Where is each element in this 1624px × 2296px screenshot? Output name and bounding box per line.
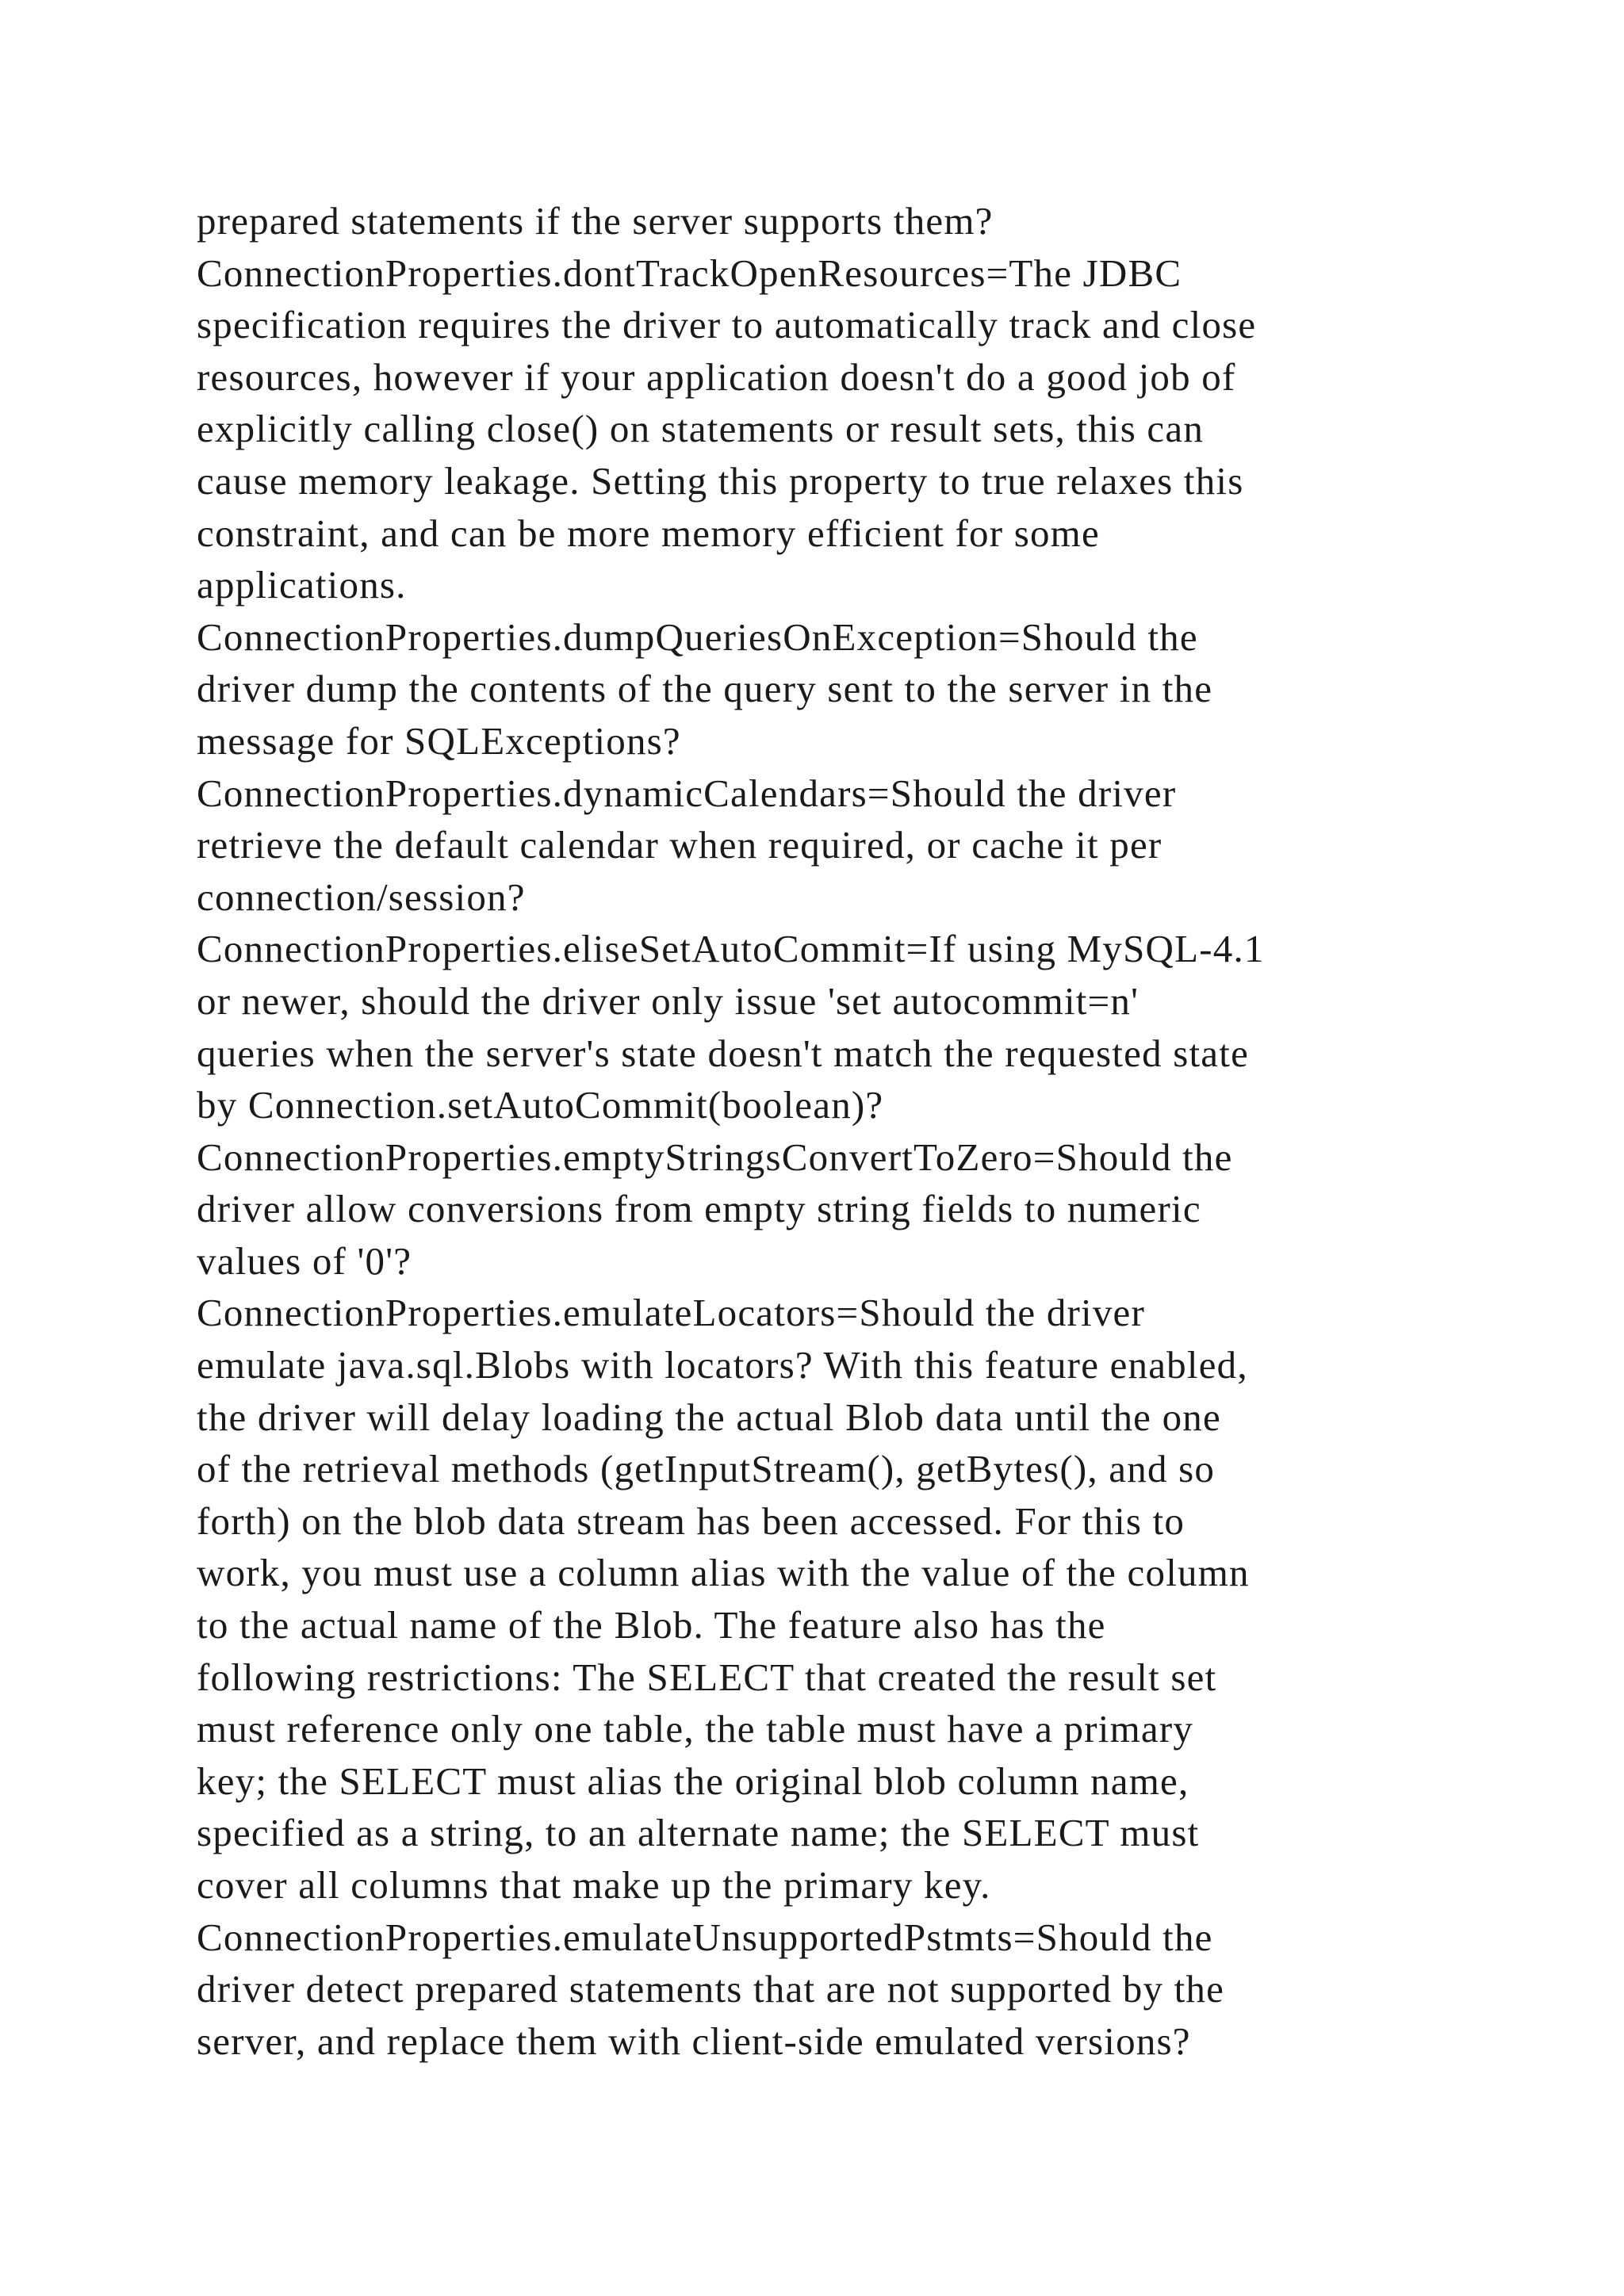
text-line: message for SQLExceptions? (197, 718, 681, 763)
text-line: cause memory leakage. Setting this property to true relaxes this (197, 458, 1244, 503)
text-line: work, you must use a column alias with the value of the column (197, 1551, 1250, 1595)
text-line: emulate java.sql.Blobs with locators? With this feature enabled, (197, 1343, 1248, 1387)
text-line: following restrictions: The SELECT that created the result set (197, 1655, 1217, 1699)
text-line: applications. (197, 563, 407, 607)
text-line: ConnectionProperties.dumpQueriesOnException=Should the (197, 614, 1198, 659)
text-line: prepared statements if the server supports them? (197, 199, 994, 243)
text-line: specified as a string, to an alternate name; the SELECT must (197, 1811, 1200, 1855)
text-line: explicitly calling close() on statements or result sets, this can (197, 407, 1205, 451)
text-line: queries when the server's state doesn't match the requested state (197, 1031, 1250, 1075)
text-line: ConnectionProperties.emulateLocators=Should the driver (197, 1291, 1146, 1335)
document-body-text (197, 195, 1481, 2067)
text-line: ConnectionProperties.dontTrackOpenResources=The JDBC (197, 251, 1182, 295)
text-line: resources, however if your application doesn't do a good job of (197, 354, 1236, 399)
text-line: retrieve the default calendar when required, or cache it per (197, 823, 1162, 867)
text-line: of the retrieval methods (getInputStream(), getBytes(), and so (197, 1447, 1216, 1491)
text-line: must reference only one table, the table must have a primary (197, 1707, 1194, 1751)
text-line: driver allow conversions from empty string fields to numeric (197, 1187, 1201, 1231)
text-line: driver dump the contents of the query sent to the server in the (197, 667, 1213, 711)
text-line: server, and replace them with client-side emulated versions? (197, 2019, 1191, 2063)
text-line: values of '0'? (197, 1238, 412, 1283)
text-line: ConnectionProperties.emulateUnsupportedPstmts=Should the (197, 1915, 1213, 1959)
text-line: or newer, should the driver only issue 'set autocommit=n' (197, 978, 1139, 1023)
text-line: the driver will delay loading the actual Blob data until the one (197, 1395, 1221, 1439)
text-line: driver detect prepared statements that are not supported by the (197, 1967, 1225, 2011)
text-line: constraint, and can be more memory efficient for some (197, 511, 1100, 555)
text-line: forth) on the blob data stream has been accessed. For this to (197, 1498, 1185, 1543)
text-line: to the actual name of the Blob. The feature also has the (197, 1603, 1106, 1647)
text-line: ConnectionProperties.emptyStringsConvertToZero=Should the (197, 1135, 1233, 1179)
text-line: connection/session? (197, 874, 526, 919)
text-line: cover all columns that make up the primary key. (197, 1863, 991, 1907)
text-line: ConnectionProperties.eliseSetAutoCommit=If using MySQL-4.1 (197, 927, 1265, 971)
text-line: ConnectionProperties.dynamicCalendars=Should the driver (197, 771, 1177, 815)
text-line: by Connection.setAutoCommit(boolean)? (197, 1083, 884, 1127)
text-line: key; the SELECT must alias the original blob column name, (197, 1758, 1189, 1803)
text-line: specification requires the driver to automatically track and close (197, 303, 1257, 347)
